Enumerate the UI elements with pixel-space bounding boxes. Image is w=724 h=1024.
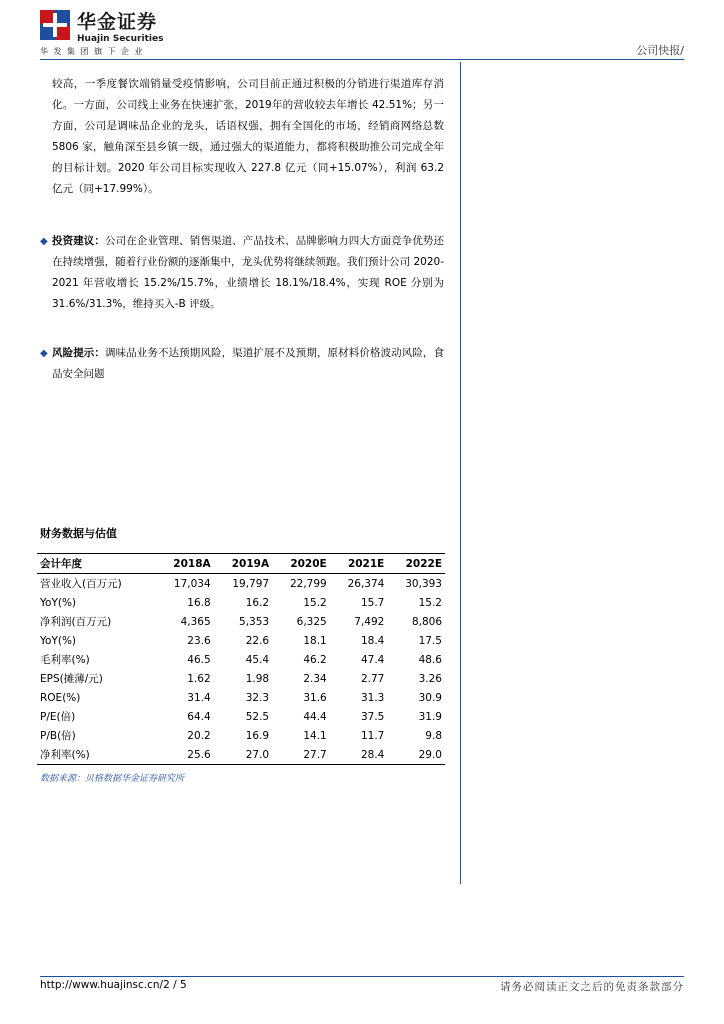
diamond-bullet-icon: ◆ xyxy=(40,236,48,247)
table-row xyxy=(37,669,445,688)
diamond-bullet-icon: ◆ xyxy=(40,348,48,359)
financial-table xyxy=(37,553,445,765)
table-header-cell: 2018A xyxy=(155,554,213,574)
row-label: 净利率(%) xyxy=(37,745,155,765)
table-cell: 27.7 xyxy=(272,745,330,765)
table-row xyxy=(37,631,445,650)
table-cell: 31.3 xyxy=(360,691,385,704)
table-cell: 45.4 xyxy=(245,653,270,666)
investment-text: 公司在企业管理、销售渠道、产品技术、品牌影响力四大方面竞争优势还在持续增强，随着行业份额的逐渐集中，龙头优势将继续领跑。我们预计公司 2020-2021 年营收增长 15.2%/15.7%，业绩增长 18.1%/18.4%，实现 ROE 分别为 31.6%/31.3%，维持买入-B 评级。 xyxy=(52,235,445,310)
company-logo xyxy=(40,10,180,60)
table-cell: 19,797 xyxy=(232,577,270,590)
table-header-cell: 2019A xyxy=(214,554,272,574)
table-row xyxy=(37,593,445,612)
table-cell: 16.8 xyxy=(187,596,211,609)
table-cell: 26,374 xyxy=(347,577,385,590)
table-row xyxy=(37,650,445,669)
table-cell: 14.1 xyxy=(303,729,327,742)
table-cell: 44.4 xyxy=(303,710,327,723)
table-header-cell: 会计年度 xyxy=(37,554,155,574)
table-cell: 22,799 xyxy=(289,577,327,590)
table-header-cell: 2020E xyxy=(272,554,330,574)
table-cell: 27.0 xyxy=(214,745,272,765)
row-label: 毛利率(%) xyxy=(40,654,90,666)
table-cell: 31.6 xyxy=(303,691,327,704)
risk-text: 调味品业务不达预期风险，渠道扩展不及预期，原材料价格波动风险，食品安全问题 xyxy=(52,347,445,380)
table-cell: 4,365 xyxy=(180,615,211,628)
table-cell: 48.6 xyxy=(418,653,442,666)
table-cell: 17.5 xyxy=(418,634,442,647)
data-source: 数据来源：贝格数据华金证券研究所 xyxy=(40,774,185,784)
brand-name-cn: 华金证券 xyxy=(77,11,158,33)
table-cell: 37.5 xyxy=(360,710,385,723)
table-cell: 20.2 xyxy=(187,729,211,742)
report-type: 公司快报/ xyxy=(636,44,684,57)
table-cell: 1.62 xyxy=(187,672,211,685)
row-label: 净利润(百万元) xyxy=(40,616,112,628)
brand-slogan: 华发集团旗下企业 xyxy=(40,47,148,56)
table-row xyxy=(37,707,445,726)
table-title: 财务数据与估值 xyxy=(40,527,117,540)
table-cell: 5,353 xyxy=(239,615,270,628)
risk-warning xyxy=(40,343,444,385)
table-cell: 16.9 xyxy=(245,729,270,742)
risk-label: 风险提示： xyxy=(52,347,105,359)
table-cell: 18.1 xyxy=(303,634,327,647)
row-label: P/E(倍) xyxy=(40,711,76,723)
table-cell: 32.3 xyxy=(245,691,270,704)
row-label: YoY(%) xyxy=(40,596,77,609)
table-cell: 15.2 xyxy=(418,596,442,609)
table-cell: 16.2 xyxy=(245,596,270,609)
table-cell: 9.8 xyxy=(425,729,442,742)
footer-disclaimer: 请务必阅读正文之后的免责条款部分 xyxy=(500,981,684,993)
table-cell: 52.5 xyxy=(245,710,270,723)
table-cell: 6,325 xyxy=(296,615,327,628)
row-label: 营业收入(百万元) xyxy=(40,578,122,590)
table-cell: 22.6 xyxy=(245,634,270,647)
row-label: YoY(%) xyxy=(40,634,77,647)
brand-name-en: Huajin Securities xyxy=(77,34,164,44)
footer-url-page: http://www.huajinsc.cn/2 / 5 xyxy=(40,979,187,991)
footer-divider xyxy=(40,976,684,977)
investment-advice xyxy=(40,231,444,315)
table-cell: 47.4 xyxy=(360,653,385,666)
table-cell: 46.5 xyxy=(187,653,211,666)
header-divider xyxy=(40,59,684,60)
table-cell: 15.7 xyxy=(360,596,385,609)
table-cell: 64.4 xyxy=(187,710,211,723)
table-cell: 2.34 xyxy=(303,672,327,685)
column-divider xyxy=(460,62,461,884)
table-cell: 7,492 xyxy=(354,615,385,628)
table-cell: 8,806 xyxy=(411,615,442,628)
table-row xyxy=(37,612,445,631)
table-header-row xyxy=(37,554,445,574)
table-cell: 3.26 xyxy=(418,672,442,685)
huajin-logo-icon xyxy=(40,10,70,40)
table-cell: 11.7 xyxy=(360,729,385,742)
table-cell: 31.4 xyxy=(187,691,211,704)
table-cell: 46.2 xyxy=(303,653,327,666)
table-row xyxy=(37,688,445,707)
row-label: EPS(摊薄/元) xyxy=(40,673,103,685)
table-cell: 1.98 xyxy=(245,672,270,685)
table-row xyxy=(37,574,445,594)
table-cell: 23.6 xyxy=(187,634,211,647)
table-cell: 29.0 xyxy=(387,745,445,765)
table-cell: 2.77 xyxy=(360,672,385,685)
row-label: ROE(%) xyxy=(40,691,81,704)
table-cell: 30,393 xyxy=(405,577,442,590)
table-cell: 28.4 xyxy=(330,745,388,765)
table-header-cell: 2022E xyxy=(387,554,445,574)
table-cell: 15.2 xyxy=(303,596,327,609)
table-row xyxy=(37,726,445,745)
table-cell: 31.9 xyxy=(418,710,442,723)
table-row xyxy=(37,745,445,765)
table-cell: 30.9 xyxy=(418,691,442,704)
table-header-cell: 2021E xyxy=(330,554,388,574)
row-label: P/B(倍) xyxy=(40,730,76,742)
investment-label: 投资建议： xyxy=(52,235,105,247)
table-cell: 17,034 xyxy=(173,577,211,590)
table-cell: 25.6 xyxy=(155,745,213,765)
analysis-paragraph: 较高，一季度餐饮端销量受疫情影响，公司目前正通过积极的分销进行渠道库存消化。一方面，公司线上业务在快速扩张，2019年的营收较去年增长 42.51%；另一方面，公司是调味品企业的龙头，话语权强，拥有全国化的市场，经销商网络总数 5806 家，触角深至县乡镇一级，通过强大的渠道能力，都将积极助推公司完成全年的目标计划。2020 年公司目标实现收入 227.8 亿元（同+15.07%），利润 63.2 亿元（同+17.99%）。 xyxy=(52,78,444,195)
table-cell: 18.4 xyxy=(360,634,385,647)
